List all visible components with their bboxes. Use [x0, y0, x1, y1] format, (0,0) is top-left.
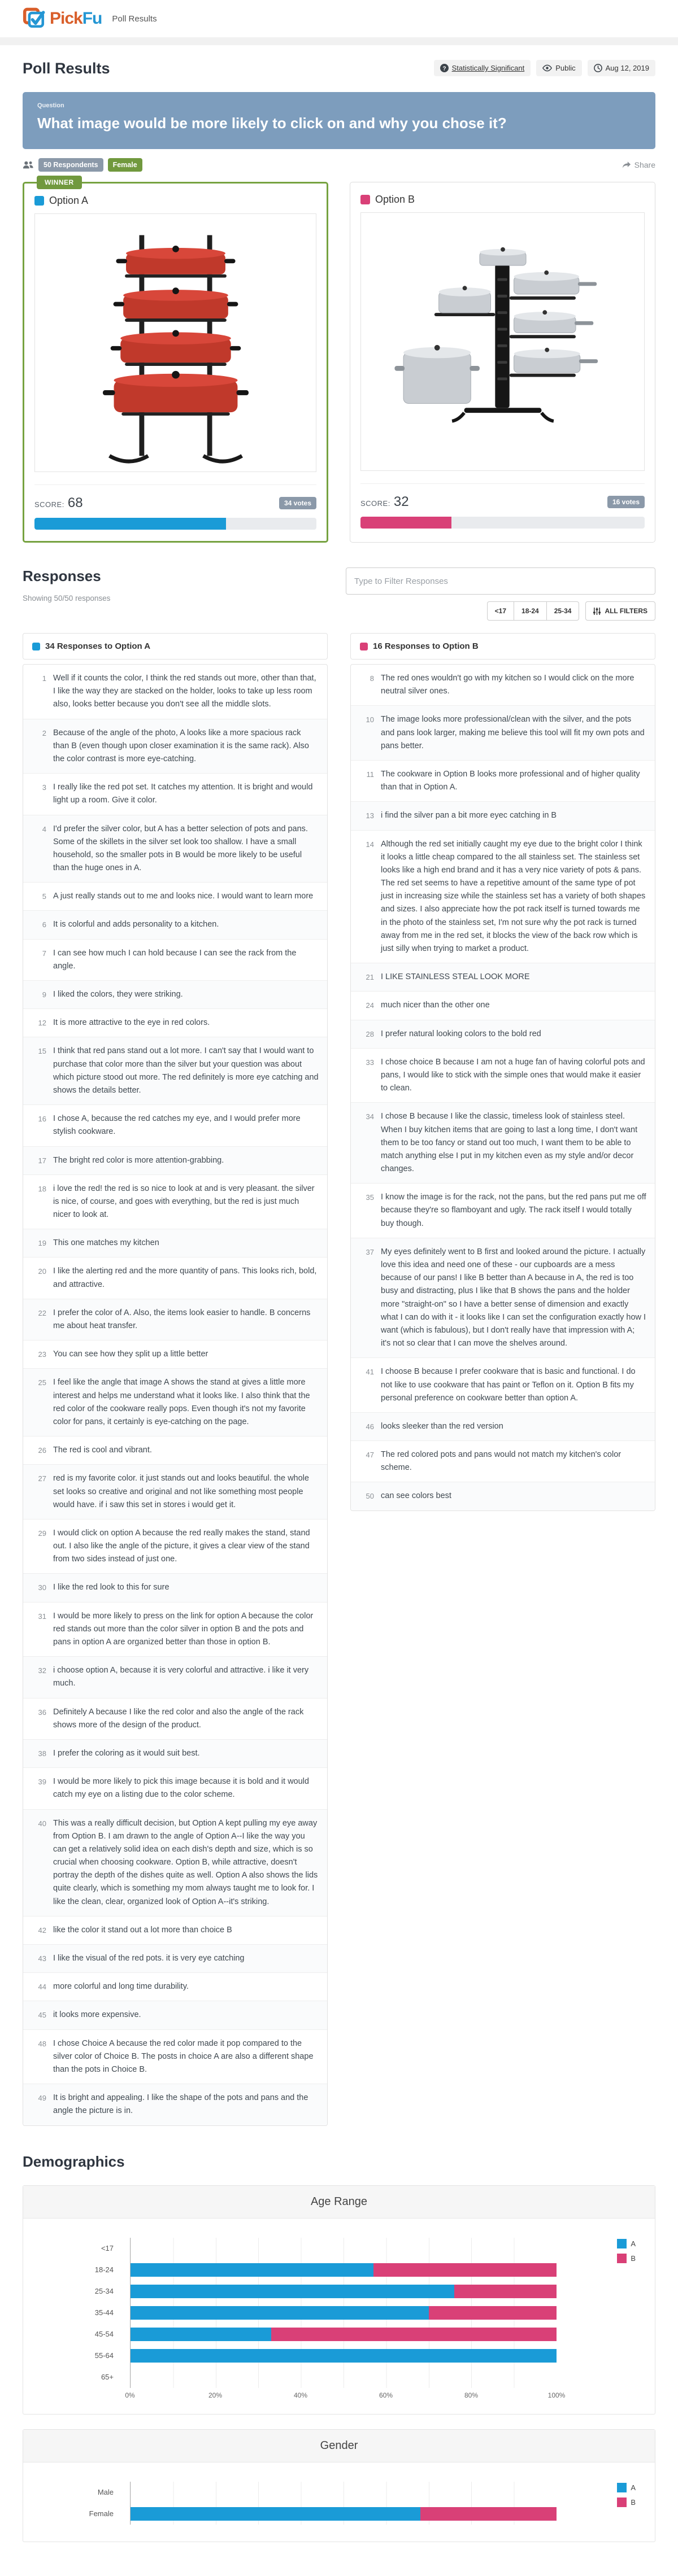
- response-row: [23, 1340, 327, 1368]
- response-text: I chose choice B because I am not a huge fan of having colorful pots and pans, I would like to stick with the simple ones that would make it easier to clean.: [381, 1057, 645, 1093]
- response-text: I like the alerting red and the more quantity of pans. This looks rich, bold, and attractive.: [53, 1267, 317, 1289]
- response-text: You can see how they split up a little better: [53, 1350, 208, 1359]
- responses-title: Responses: [23, 567, 101, 584]
- bar-segment-b: [373, 2263, 557, 2277]
- response-number: 43: [38, 1954, 46, 1963]
- category-label: 55-64: [94, 2351, 114, 2360]
- response-row: [351, 830, 655, 963]
- response-row: [23, 1972, 327, 2001]
- score-label: SCORE:: [360, 499, 390, 508]
- response-number: 30: [38, 1583, 46, 1592]
- option-b-color-swatch: [360, 195, 370, 204]
- response-text: I'd prefer the silver color, but A has a better selection of pots and pans. Some of the skillets in the silver set look too shallow. I have a small household, so the smaller pots in B would be more likely to be useful than the huge ones in A.: [53, 824, 308, 873]
- response-text: The cookware in Option B looks more professional and of higher quality than that in Option A.: [381, 769, 640, 792]
- response-row: [23, 1739, 327, 1767]
- filter-under-17-button[interactable]: <17: [487, 601, 514, 621]
- response-row: [23, 980, 327, 1008]
- response-text: A just really stands out to me and looks nice. I would want to learn more: [53, 892, 314, 901]
- clock-icon: [594, 64, 602, 72]
- stacked-bar: [131, 2306, 557, 2320]
- chart-bar-row: [94, 2324, 557, 2345]
- response-row: [351, 705, 655, 760]
- response-row: [23, 1519, 327, 1574]
- chart-bar-row: [101, 2367, 557, 2388]
- demographics-title: Demographics: [23, 2153, 125, 2170]
- response-number: 1: [42, 674, 46, 683]
- category-label: 45-54: [94, 2330, 114, 2338]
- stacked-bar: [131, 2242, 557, 2255]
- response-number: 3: [42, 783, 46, 792]
- response-text: I like the visual of the red pots. it is very eye catching: [53, 1954, 245, 1963]
- audience-badge: Female: [108, 158, 142, 172]
- response-row: [23, 1916, 327, 1944]
- question-circle-icon: [440, 64, 449, 72]
- response-text: I prefer the coloring as it would suit best.: [53, 1748, 200, 1758]
- statistically-significant-badge[interactable]: ? Statistically Significant: [434, 60, 531, 76]
- response-text: I like the red look to this for sure: [53, 1583, 169, 1592]
- question-banner: [23, 92, 655, 149]
- option-a-card: [23, 178, 328, 543]
- legend-swatch: [617, 2239, 627, 2248]
- filter-18-24-button[interactable]: 18-24: [514, 601, 547, 621]
- response-row: [23, 719, 327, 774]
- option-a-score: 68: [67, 495, 83, 510]
- option-b-label: Option B: [375, 194, 415, 205]
- filter-responses-input[interactable]: [346, 567, 655, 595]
- response-row: [351, 1357, 655, 1412]
- age-range-chart-title: Age Range: [23, 2186, 655, 2219]
- chart-legend: [617, 2483, 636, 2507]
- response-text: I chose A, because the red catches my eye, and I would prefer more stylish cookware.: [53, 1114, 301, 1137]
- response-text: it looks more expensive.: [53, 2010, 141, 2020]
- option-b-image: [360, 212, 645, 471]
- response-row: [351, 1482, 655, 1510]
- response-number: 15: [38, 1047, 46, 1056]
- response-row: [351, 1020, 655, 1048]
- response-text: I know the image is for the rack, not the pans, but the red pans put me off because they're so flamboyant and ugly. The rack itself I would totally buy though.: [381, 1193, 646, 1228]
- option-a-color-swatch: [32, 643, 40, 650]
- option-a-color-swatch: [34, 196, 44, 206]
- response-text: My eyes definitely went to B first and looked around the picture. I actually love this idea and need one of these - our cupboards are a mess because of our pans! I like B better than A because in A, the red is too busy and distracting, plus I like that B shows the pans and the holder more "straight-on" so I have a better sense of dimension and exactly what I can do with it - it looks like I can set the configuration exactly how I want (which is fabulous), but I don't really have that impression with A; it's not so clear that I can move the shelves around.: [381, 1247, 646, 1348]
- response-number: 6: [42, 920, 46, 929]
- option-b-votes-badge: 16 votes: [607, 496, 645, 508]
- header-divider-band: [0, 37, 678, 45]
- responses-section: [23, 567, 655, 2126]
- response-text: The red colored pots and pans would not match my kitchen's color scheme.: [381, 1450, 621, 1473]
- sliders-icon: [593, 608, 601, 615]
- response-row: [23, 1257, 327, 1298]
- pickfu-logo-icon: [23, 6, 47, 31]
- stacked-bar: [131, 2507, 557, 2521]
- category-label: 18-24: [94, 2265, 114, 2274]
- response-text: I would be more likely to press on the link for option A because the color red stands out more than the color silver in option B and the pots and pans in option A are organized better than those in option B.: [53, 1611, 314, 1647]
- response-number: 26: [38, 1446, 46, 1455]
- legend-entry: [617, 2483, 636, 2492]
- response-text: much nicer than the other one: [381, 1001, 490, 1010]
- gender-chart-card: [23, 2429, 655, 2542]
- response-row: [23, 665, 327, 719]
- response-number: 2: [42, 728, 46, 737]
- response-row: [351, 1412, 655, 1440]
- response-row: [351, 1238, 655, 1358]
- response-text: It is colorful and adds personality to a kitchen.: [53, 920, 219, 929]
- red-cookware-illustration: [91, 221, 260, 464]
- response-row: [351, 801, 655, 829]
- stacked-bar: [131, 2349, 557, 2363]
- response-text: The bright red color is more attention-grabbing.: [53, 1155, 224, 1165]
- response-number: 20: [38, 1267, 46, 1276]
- svg-text:?: ?: [442, 66, 446, 72]
- response-number: 5: [42, 892, 46, 901]
- age-filter-group: [487, 601, 580, 621]
- response-row: [351, 1048, 655, 1103]
- stacked-bar: [131, 2328, 557, 2341]
- category-label: 35-44: [94, 2308, 114, 2317]
- option-b-color-swatch: [360, 643, 368, 650]
- pickfu-logo[interactable]: [23, 6, 102, 31]
- legend-label: A: [631, 2483, 636, 2492]
- response-text: more colorful and long time durability.: [53, 1982, 189, 1992]
- legend-label: A: [631, 2239, 636, 2248]
- demographics-section: [23, 2153, 655, 2542]
- response-number: 17: [38, 1156, 46, 1165]
- legend-label: B: [631, 2254, 636, 2263]
- response-row: [23, 1767, 327, 1809]
- response-row: [23, 1037, 327, 1104]
- gender-chart-title: Gender: [23, 2430, 655, 2463]
- response-number: 23: [38, 1350, 46, 1359]
- response-text: looks sleeker than the red version: [381, 1421, 503, 1431]
- response-number: 32: [38, 1666, 46, 1675]
- response-row: [351, 1102, 655, 1183]
- response-number: 4: [42, 824, 46, 833]
- response-row: [23, 2001, 327, 2029]
- response-row: [23, 939, 327, 980]
- option-a-image: [34, 213, 316, 472]
- response-number: 39: [38, 1778, 46, 1787]
- stacked-bar: [131, 2263, 557, 2277]
- response-text: I chose Choice A because the red color made it pop compared to the silver color of Choice B. The posts in choice A are also a different shape than the pots in Choice B.: [53, 2038, 314, 2074]
- response-number: 42: [38, 1926, 46, 1935]
- response-number: 9: [42, 990, 46, 999]
- response-text: can see colors best: [381, 1491, 451, 1501]
- response-row: [23, 1436, 327, 1464]
- response-number: 40: [38, 1819, 46, 1828]
- option-b-score: 32: [393, 494, 409, 509]
- response-number: 11: [366, 770, 374, 779]
- response-row: [23, 2084, 327, 2125]
- response-row: [351, 665, 655, 705]
- response-row: [23, 1656, 327, 1697]
- response-number: 12: [38, 1019, 46, 1028]
- response-number: 13: [366, 811, 374, 820]
- response-row: [351, 760, 655, 801]
- option-b-card: [350, 182, 655, 543]
- response-row: [351, 1440, 655, 1482]
- stacked-bar: [131, 2370, 557, 2384]
- stainless-cookware-illustration: [381, 246, 624, 438]
- option-a-responses-column: [23, 633, 328, 2126]
- response-number: 24: [366, 1001, 374, 1010]
- response-text: Although the red set initially caught my eye due to the bright color I think it looks a little cheap compared to the all stainless set. The stainless set looks like a high end brand and it has a very nice variety of pots & pans. The red set seems to have a repetitive amount of the same type of pot just in increasing size while the stainless set has a variety of both shapes and sizes. I also appreciate how the pot rack itself is turned towards me in the photo of the stainless set, I'm not sure why the pot rack is turned away from me in the red set, it blocks the view of the back row which is just silly when trying to market a product.: [381, 839, 646, 953]
- question-label: Question: [37, 102, 64, 109]
- age-range-chart: [23, 2219, 655, 2414]
- legend-entry: [617, 2239, 636, 2248]
- response-number: 10: [366, 715, 374, 724]
- response-text: I LIKE STAINLESS STEAL LOOK MORE: [381, 972, 530, 982]
- response-number: 50: [366, 1492, 374, 1501]
- x-axis-tick: 80%: [464, 2391, 479, 2399]
- response-text: Definitely A because I like the red color and also the angle of the rack shows more of the design of the product.: [53, 1707, 304, 1730]
- stacked-bar: [131, 2285, 557, 2298]
- response-text: I think that red pans stand out a lot more. I can't say that I would want to purchase that color more than the silver but your question was about which picture stood out more. The red definitely is more eye catching and shows the details better.: [53, 1046, 319, 1095]
- date-badge: Aug 12, 2019: [588, 60, 655, 76]
- option-a-votes-badge: 34 votes: [279, 497, 316, 509]
- legend-swatch: [617, 2483, 627, 2492]
- page-title: Poll Results: [23, 60, 110, 77]
- response-text: I would be more likely to pick this image because it is bold and it would catch my eye on a listing due to the color scheme.: [53, 1777, 309, 1800]
- response-row: [23, 2029, 327, 2084]
- legend-entry: [617, 2498, 636, 2507]
- response-row: [23, 1368, 327, 1436]
- chart-bar-row: [89, 2503, 557, 2525]
- response-number: 36: [38, 1708, 46, 1717]
- response-number: 35: [366, 1193, 374, 1202]
- response-number: 8: [370, 674, 374, 683]
- option-b-responses-column: [350, 633, 655, 1511]
- response-number: 16: [38, 1115, 46, 1124]
- chart-bar-row: [94, 2259, 557, 2281]
- response-number: 21: [366, 973, 374, 982]
- bar-segment-b: [454, 2285, 557, 2298]
- response-number: 25: [38, 1378, 46, 1387]
- category-label: <17: [101, 2244, 114, 2252]
- response-text: I liked the colors, they were striking.: [53, 990, 183, 999]
- x-axis-tick: 100%: [547, 2391, 566, 2399]
- eye-icon: [542, 64, 552, 72]
- response-row: [23, 1944, 327, 1972]
- response-row: [23, 773, 327, 814]
- public-badge: Public: [536, 60, 581, 76]
- bar-segment-a: [131, 2306, 429, 2320]
- response-row: [351, 963, 655, 991]
- bar-segment-a: [131, 2349, 557, 2363]
- category-label: Male: [97, 2488, 114, 2496]
- response-row: [23, 1464, 327, 1519]
- response-text: Well if it counts the color, I think the red stands out more, other than that, I like the way they are stacked on the holder, looks to take up less room also, looks better because you don't see all the middle slots.: [53, 674, 316, 709]
- x-axis-tick: 60%: [379, 2391, 393, 2399]
- header-subtitle: Poll Results: [112, 14, 157, 24]
- pickfu-wordmark: PickFu: [50, 9, 102, 28]
- response-number: 14: [366, 840, 374, 849]
- response-row: [23, 1146, 327, 1175]
- option-b-responses-list: [350, 664, 655, 1511]
- response-text: It is bright and appealing. I like the shape of the pots and pans and the angle the picture is in.: [53, 2093, 308, 2116]
- bar-segment-b: [271, 2328, 557, 2341]
- response-row: [23, 910, 327, 938]
- x-axis-tick: 0%: [125, 2391, 135, 2399]
- response-number: 19: [38, 1239, 46, 1248]
- response-number: 27: [38, 1474, 46, 1483]
- response-number: 7: [42, 949, 46, 958]
- response-text: I really like the red pot set. It catches my attention. It is bright and would light up a room. Give it color.: [53, 783, 313, 805]
- chart-bar-row: [97, 2482, 557, 2503]
- response-number: 34: [366, 1112, 374, 1121]
- response-number: 45: [38, 2011, 46, 2020]
- app-header: [0, 0, 678, 37]
- chart-bar-row: [94, 2302, 557, 2324]
- response-text: i find the silver pan a bit more eyec catching in B: [381, 811, 557, 820]
- response-row: [351, 991, 655, 1019]
- response-number: 49: [38, 2094, 46, 2103]
- response-number: 47: [366, 1451, 374, 1460]
- response-text: like the color it stand out a lot more than choice B: [53, 1925, 232, 1935]
- response-text: Because of the angle of the photo, A looks like a more spacious rack than B (even though upon closer examination it is the same rack). Also the color contrast is more eye-catching.: [53, 728, 309, 763]
- chart-legend: [617, 2239, 636, 2263]
- legend-swatch: [617, 2498, 627, 2507]
- response-text: The red is cool and vibrant.: [53, 1446, 152, 1455]
- bar-segment-a: [131, 2285, 454, 2298]
- share-button[interactable]: Share: [622, 160, 655, 169]
- response-number: 28: [366, 1029, 374, 1038]
- age-range-chart-card: [23, 2185, 655, 2415]
- response-row: [23, 1698, 327, 1739]
- respondents-badge: 50 Respondents: [38, 158, 103, 172]
- response-number: 37: [366, 1247, 374, 1256]
- question-text: What image would be more likely to click on and why you chose it?: [37, 115, 507, 132]
- response-number: 44: [38, 1983, 46, 1992]
- response-number: 18: [38, 1184, 46, 1193]
- response-row: [23, 815, 327, 883]
- responses-count: Showing 50/50 responses: [23, 594, 111, 602]
- response-number: 31: [38, 1612, 46, 1621]
- response-number: 48: [38, 2039, 46, 2048]
- x-axis-tick: 40%: [293, 2391, 308, 2399]
- response-text: This one matches my kitchen: [53, 1238, 159, 1248]
- users-icon: [23, 160, 34, 169]
- response-number: 41: [366, 1368, 374, 1377]
- filter-25-34-button[interactable]: 25-34: [546, 601, 580, 621]
- response-text: I prefer natural looking colors to the bold red: [381, 1029, 541, 1038]
- category-label: Female: [89, 2509, 114, 2518]
- score-label: SCORE:: [34, 500, 64, 509]
- chart-bar-row: [94, 2345, 557, 2367]
- share-icon: [622, 161, 631, 169]
- response-row: [23, 1602, 327, 1657]
- response-row: [23, 882, 327, 910]
- all-filters-button[interactable]: ALL FILTERS: [585, 601, 655, 621]
- response-number: 22: [38, 1308, 46, 1317]
- page-badges: [434, 60, 655, 76]
- category-label: 25-34: [94, 2287, 114, 2295]
- response-row: [23, 1229, 327, 1257]
- response-number: 29: [38, 1529, 46, 1538]
- bar-segment-a: [131, 2263, 373, 2277]
- response-number: 33: [366, 1058, 374, 1067]
- gender-chart: [23, 2463, 655, 2542]
- response-row: [23, 1175, 327, 1229]
- response-text: I would click on option A because the red really makes the stand, stand out. I also like the angle of the picture, it gives a clear view of the stand from two sides instead of just one.: [53, 1528, 310, 1564]
- option-a-score-bar: [34, 518, 316, 530]
- response-row: [23, 1299, 327, 1340]
- stacked-bar: [131, 2486, 557, 2499]
- category-label: 65+: [101, 2373, 114, 2381]
- response-text: I chose B because I like the classic, timeless look of stainless steel. When I buy kitchen items that are going to last a long time, I don't want them to be too fancy or stand out too much, I want them to be able to match anything else I put in my kitchen even as my style and/or decor changes.: [381, 1112, 638, 1174]
- option-a-label: Option A: [49, 195, 89, 206]
- response-number: 38: [38, 1749, 46, 1758]
- bar-segment-a: [131, 2328, 271, 2341]
- response-row: [23, 1104, 327, 1146]
- response-row: [351, 1183, 655, 1238]
- response-text: It is more attractive to the eye in red colors.: [53, 1018, 210, 1028]
- response-text: The red ones wouldn't go with my kitchen so I would click on the more neutral silver ones.: [381, 674, 634, 696]
- response-text: i choose option A, because it is very colorful and attractive. i like it very much.: [53, 1666, 309, 1688]
- chart-bar-row: [101, 2238, 557, 2259]
- response-text: I feel like the angle that image A shows the stand at gives a little more interest and helps me understand what it looks like. I also think that the red color of the cookware really pops. Even though it's not my favorite color for pans, it certainly is eye-catching on the page.: [53, 1378, 310, 1426]
- response-text: This was a really difficult decision, but Option A kept pulling my eye away from Option B. I am drawn to the angle of Option A--I like the way you can get a relatively solid idea on each dish's depth and size, which is so crucial when choosing cookware. Option B, while attractive, doesn't portray the depth of the dishes quite as well. Option A also shows the lids quite clearly, which is something my mom always taught me to look for. I like the clean, clear, organized look of Option A--it's striking.: [53, 1818, 318, 1906]
- bar-segment-b: [420, 2507, 557, 2521]
- winner-badge: WINNER: [37, 176, 82, 189]
- response-text: I can see how much I can hold because I can see the rack from the angle.: [53, 948, 297, 971]
- bar-segment-a: [131, 2507, 420, 2521]
- response-text: red is my favorite color. it just stands out and looks beautiful. the whole set looks so creative and original and not like something most people would have. if i saw this set in stores i would get it.: [53, 1474, 309, 1509]
- bar-segment-b: [429, 2306, 557, 2320]
- response-text: The image looks more professional/clean with the silver, and the pots and pans look larger, making me believe this tool will fit my own pots and pans better.: [381, 715, 645, 750]
- response-text: I prefer the color of A. Also, the items look easier to handle. B concerns me about heat transfer.: [53, 1308, 311, 1330]
- option-a-responses-list: [23, 664, 328, 2126]
- response-number: 46: [366, 1422, 374, 1431]
- response-text: I choose B because I prefer cookware that is basic and functional. I do not like to use cookware that has paint or Teflon on it. Option B fits my personal preference on cookware better than option A.: [381, 1367, 636, 1403]
- option-a-responses-header: 34 Responses to Option A: [23, 633, 328, 660]
- response-row: [23, 1008, 327, 1037]
- chart-bar-row: [94, 2281, 557, 2302]
- response-row: [23, 1809, 327, 1916]
- response-text: i love the red! the red is so nice to look at and is very pleasant. the silver is nice, of course, and goes with everything, but the red is just much nicer to look at.: [53, 1184, 315, 1220]
- option-b-responses-header: 16 Responses to Option B: [350, 633, 655, 660]
- option-b-score-bar: [360, 517, 645, 529]
- x-axis-tick: 20%: [208, 2391, 223, 2399]
- response-row: [23, 1573, 327, 1601]
- legend-label: B: [631, 2498, 636, 2507]
